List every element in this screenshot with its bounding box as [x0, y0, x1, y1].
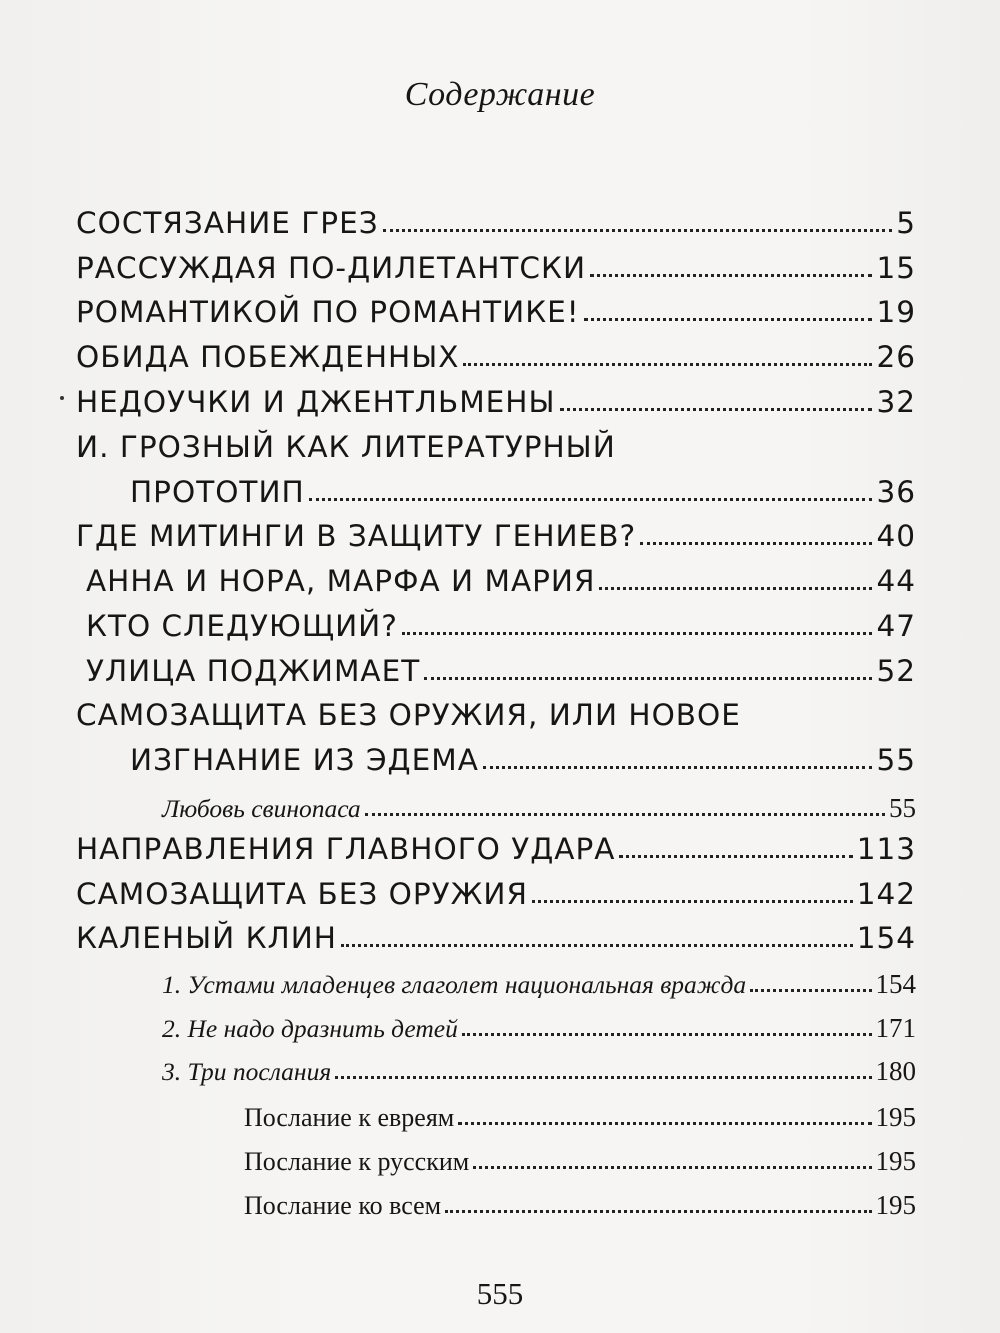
toc-entry: [76, 385, 916, 419]
entry-title: КАЛЕНЫЙ КЛИН: [76, 921, 337, 955]
entry-page: 40: [876, 519, 916, 553]
entry-page: 52: [876, 654, 916, 688]
entry-page: 5: [896, 206, 916, 240]
entry-title: И. ГРОЗНЫЙ КАК ЛИТЕРАТУРНЫЙ: [76, 430, 616, 464]
dot-leader: [383, 229, 893, 232]
entry-page: 195: [875, 1190, 916, 1220]
entry-title: РАССУЖДАЯ ПО-ДИЛЕТАНТСКИ: [76, 251, 587, 285]
dot-leader: [750, 989, 871, 992]
entry-page: 195: [875, 1146, 916, 1176]
toc-entry: [76, 251, 916, 285]
toc-entry: [76, 698, 741, 732]
entry-page: 44: [876, 564, 916, 598]
toc-entry: [76, 340, 916, 374]
entry-page: 47: [876, 609, 916, 643]
entry-title: РОМАНТИКОЙ ПО РОМАНТИКЕ!: [76, 295, 580, 329]
entry-page: 142: [856, 877, 916, 911]
dot-leader: [309, 498, 873, 501]
dot-leader: [341, 944, 853, 947]
entry-title: КТО СЛЕДУЮЩИЙ?: [86, 609, 398, 643]
entry-page: 36: [876, 475, 916, 509]
entry-title: САМОЗАЩИТА БЕЗ ОРУЖИЯ, ИЛИ НОВОЕ: [76, 698, 741, 732]
entry-title: СОСТЯЗАНИЕ ГРЕЗ: [76, 206, 379, 240]
toc-entry: [76, 206, 916, 240]
entry-title: 1. Устами младенцев глаголет национальная вражда: [162, 970, 747, 999]
toc-entry: [244, 1146, 916, 1177]
entry-title: Послание ко всем: [244, 1191, 442, 1220]
toc-entry: [86, 609, 916, 643]
toc-entry: [86, 654, 916, 688]
toc-entry: [76, 519, 916, 553]
dot-leader: [463, 363, 872, 366]
entry-page: 15: [876, 251, 916, 285]
dot-leader: [445, 1210, 871, 1213]
entry-title: ГДЕ МИТИНГИ В ЗАЩИТУ ГЕНИЕВ?: [76, 519, 637, 553]
dot-leader: [402, 632, 873, 635]
toc-entry: [130, 743, 916, 777]
toc-entry: [162, 1013, 916, 1044]
toc-entry: [86, 564, 916, 598]
toc-entry: [76, 295, 916, 329]
entry-title: Послание к русским: [244, 1147, 470, 1176]
toc-entry: [162, 1056, 916, 1087]
dot-leader: [560, 408, 873, 411]
entry-title: САМОЗАЩИТА БЕЗ ОРУЖИЯ: [76, 877, 528, 911]
entry-title: АННА И НОРА, МАРФА И МАРИЯ: [86, 564, 596, 598]
toc-entry: [76, 921, 916, 955]
dot-leader: [462, 1033, 872, 1036]
entry-page: 32: [876, 385, 916, 419]
entry-title: НЕДОУЧКИ И ДЖЕНТЛЬМЕНЫ: [76, 385, 556, 419]
toc-entry: [162, 793, 916, 824]
entry-title: ОБИДА ПОБЕЖДЕННЫХ: [76, 340, 460, 374]
dot-leader: [619, 855, 852, 858]
toc-entry: [76, 430, 616, 464]
dot-leader: [424, 677, 872, 680]
entry-title: ИЗГНАНИЕ ИЗ ЭДЕМА: [130, 743, 479, 777]
entry-page: 55: [889, 793, 916, 823]
toc-entry: [244, 1190, 916, 1221]
toc-entry: [162, 969, 916, 1000]
entry-page: 154: [856, 921, 916, 955]
entry-title: УЛИЦА ПОДЖИМАЕТ: [86, 654, 421, 688]
dot-leader: [458, 1122, 871, 1125]
toc-title: Содержание: [404, 76, 596, 113]
entry-title: 3. Три послания: [162, 1057, 332, 1086]
toc-entry: [244, 1102, 916, 1133]
entry-title: Любовь свинопаса: [162, 794, 361, 823]
page-number: 555: [476, 1276, 524, 1311]
entry-page: 195: [875, 1102, 916, 1132]
entry-page: 154: [875, 969, 916, 999]
entry-title: 2. Не надо дразнить детей: [162, 1014, 458, 1043]
dot-leader: [532, 900, 853, 903]
toc-entry: [76, 877, 916, 911]
toc-entry: [130, 475, 916, 509]
entry-title: НАПРАВЛЕНИЯ ГЛАВНОГО УДАРА: [76, 832, 616, 866]
entry-title: ПРОТОТИП: [130, 475, 305, 509]
entry-page: 180: [875, 1056, 916, 1086]
dot-leader: [599, 587, 872, 590]
dot-leader: [335, 1076, 871, 1079]
toc-entry: [76, 832, 916, 866]
entry-page: 19: [876, 295, 916, 329]
dot-leader: [473, 1166, 871, 1169]
entry-page: 55: [876, 743, 916, 777]
dot-leader: [590, 274, 872, 277]
dot-leader: [584, 318, 873, 321]
entry-page: 26: [876, 340, 916, 374]
entry-page: 171: [875, 1013, 916, 1043]
dot-leader: [365, 813, 885, 816]
dot-leader: [640, 542, 872, 545]
entry-title: Послание к евреям: [244, 1103, 455, 1132]
entry-page: 113: [856, 832, 916, 866]
dot-leader: [483, 766, 873, 769]
